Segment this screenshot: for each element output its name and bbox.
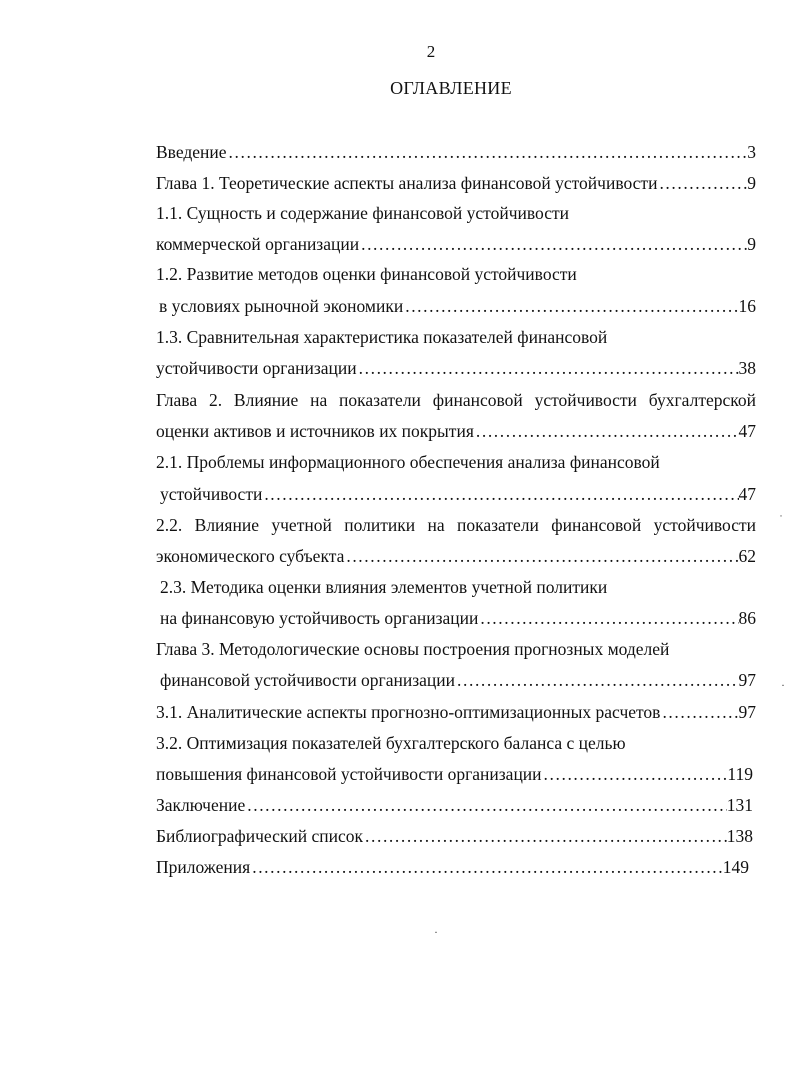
- toc-page-number: 97: [738, 670, 756, 690]
- toc-page-number: 47: [738, 484, 756, 504]
- toc-entry-1-2-line1[interactable]: [156, 259, 756, 289]
- toc-entry-chapter-1[interactable]: [156, 168, 756, 198]
- toc-entry-text: Глава 3. Методологические основы построения прогнозных моделей: [156, 639, 670, 659]
- toc-entry-chapter-3-line2[interactable]: [160, 665, 756, 695]
- dot-leader: [262, 479, 738, 509]
- toc-entry-chapter-2-line1[interactable]: [156, 385, 756, 415]
- toc-entry-2-1-line2[interactable]: [160, 479, 756, 509]
- toc-entry-2-1-line1[interactable]: [156, 447, 756, 477]
- toc-entry-chapter-3-line1[interactable]: [156, 634, 756, 664]
- toc-entry-1-2-line2[interactable]: [159, 291, 756, 321]
- toc-entry-text: 2.3. Методика оценки влияния элементов учетной политики: [160, 577, 608, 597]
- page-title: ОГЛАВЛЕНИЕ: [390, 78, 512, 98]
- toc-page-number: 9: [747, 173, 756, 193]
- toc-entry-text: Глава 1. Теоретические аспекты анализа финансовой устойчивости: [156, 173, 658, 193]
- scan-speck: ·: [781, 678, 785, 692]
- toc-entry-1-3-line1[interactable]: [156, 322, 756, 352]
- toc-page-number: 97: [738, 702, 756, 722]
- toc-entry-bibliography[interactable]: [156, 821, 753, 851]
- toc-entry-chapter-2-line2[interactable]: [156, 416, 756, 446]
- toc-entry-text: 1.3. Сравнительная характеристика показателей финансовой: [156, 327, 608, 347]
- toc-page-number: 62: [738, 546, 756, 566]
- dot-leader: [403, 291, 738, 321]
- toc-entry-1-1-line1[interactable]: [156, 198, 756, 228]
- toc-entry-text: устойчивости: [160, 484, 263, 504]
- toc-entry-text: финансовой устойчивости организации: [160, 670, 456, 690]
- toc-entry-intro[interactable]: [156, 137, 756, 167]
- toc-page-number: 119: [727, 764, 753, 784]
- dot-leader: [227, 137, 748, 167]
- dot-leader: [474, 416, 739, 446]
- dot-leader: [657, 168, 747, 198]
- toc-entry-1-3-line2[interactable]: [156, 353, 756, 383]
- dot-leader: [344, 541, 738, 571]
- toc-entry-3-2-line2[interactable]: [156, 759, 753, 789]
- toc-page-number: 86: [738, 608, 756, 628]
- toc-entry-text: Глава 2. Влияние на показатели финансовой устойчивости бухгалтерской: [156, 390, 756, 410]
- toc-entry-2-2-line2[interactable]: [156, 541, 756, 571]
- toc-page-number: 9: [747, 234, 756, 254]
- toc-entry-2-3-line1[interactable]: [160, 572, 760, 602]
- scan-speck: ·: [434, 925, 438, 939]
- toc-entry-3-2-line1[interactable]: [156, 728, 756, 758]
- toc-entry-text: Приложения: [156, 857, 251, 877]
- page-number: 2: [426, 42, 436, 61]
- toc-entry-text: Библиографический список: [156, 826, 364, 846]
- toc-entry-text: на финансовую устойчивость организации: [160, 608, 479, 628]
- dot-leader: [245, 790, 727, 820]
- toc-entry-text: 3.2. Оптимизация показателей бухгалтерского баланса с целью: [156, 733, 626, 753]
- toc-entry-text: 2.1. Проблемы информационного обеспечения анализа финансовой: [156, 452, 660, 472]
- dot-leader: [359, 229, 747, 259]
- dot-leader: [660, 697, 738, 727]
- toc-entry-3-1[interactable]: [156, 697, 756, 727]
- dot-leader: [542, 759, 728, 789]
- toc-page-number: 149: [722, 857, 749, 877]
- dot-leader: [455, 665, 738, 695]
- dot-leader: [357, 353, 739, 383]
- toc-page-number: 16: [738, 296, 756, 316]
- toc-page-number: 131: [726, 795, 753, 815]
- toc-entry-appendices[interactable]: [156, 852, 749, 882]
- toc-page-number: 138: [726, 826, 753, 846]
- toc-entry-text: 1.1. Сущность и содержание финансовой устойчивости: [156, 203, 569, 223]
- toc-entry-text: устойчивости организации: [156, 358, 357, 378]
- toc-entry-text: 2.2. Влияние учетной политики на показатели финансовой устойчивости: [156, 515, 756, 535]
- toc-page-number: 38: [738, 358, 756, 378]
- toc-entry-text: 1.2. Развитие методов оценки финансовой устойчивости: [156, 264, 577, 284]
- toc-entry-conclusion[interactable]: [156, 790, 753, 820]
- toc-page-number: 47: [738, 421, 756, 441]
- dot-leader: [363, 821, 727, 851]
- toc-entry-text: оценки активов и источников их покрытия: [156, 421, 474, 441]
- toc-entry-text: экономического субъекта: [156, 546, 345, 566]
- toc-entry-text: Введение: [156, 142, 227, 162]
- dot-leader: [250, 852, 723, 882]
- toc-entry-2-2-line1[interactable]: [156, 510, 756, 540]
- toc-entry-text: Заключение: [156, 795, 246, 815]
- toc-entry-text: повышения финансовой устойчивости организации: [156, 764, 542, 784]
- scan-speck: ˙: [779, 512, 783, 526]
- toc-entry-1-1-line2[interactable]: [156, 229, 756, 259]
- toc-page-number: 3: [747, 142, 756, 162]
- toc-entry-2-3-line2[interactable]: [160, 603, 756, 633]
- toc-entry-text: 3.1. Аналитические аспекты прогнозно-оптимизационных расчетов: [156, 702, 661, 722]
- toc-entry-text: коммерческой организации: [156, 234, 360, 254]
- toc-entry-text: в условиях рыночной экономики: [159, 296, 404, 316]
- dot-leader: [478, 603, 738, 633]
